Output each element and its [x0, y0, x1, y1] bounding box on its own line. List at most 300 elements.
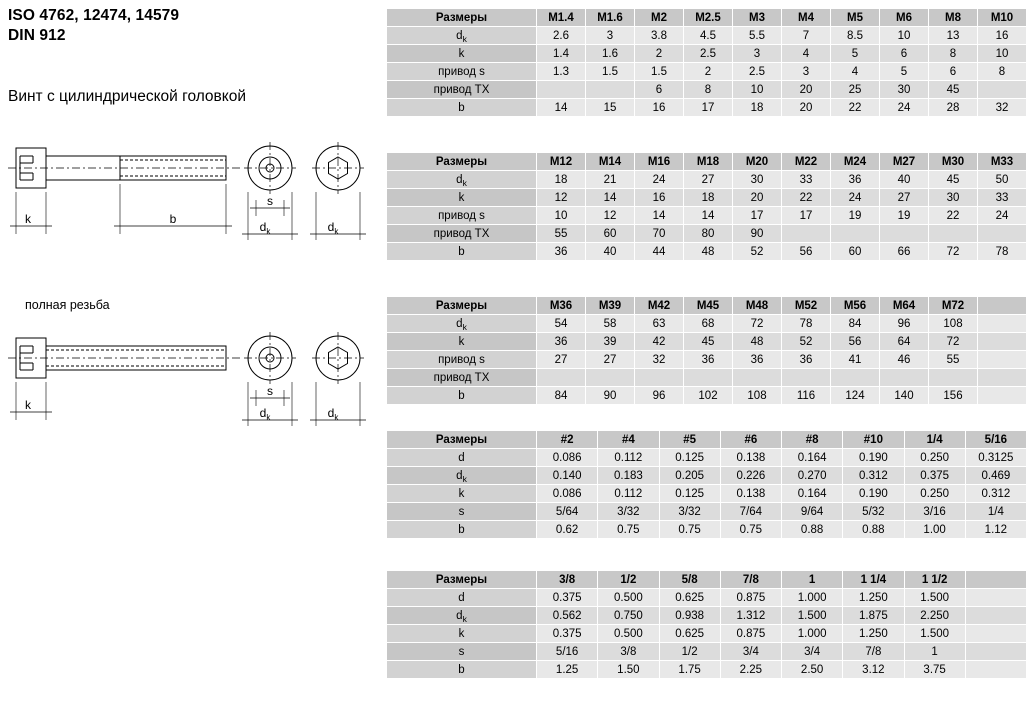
row-header: k	[387, 333, 537, 351]
table-cell: 8.5	[831, 27, 880, 45]
table-cell: 32	[978, 99, 1027, 117]
column-header-size: M16	[635, 153, 684, 171]
table-cell: 0.112	[598, 485, 659, 503]
table-cell: 24	[831, 189, 880, 207]
table-cell	[965, 625, 1026, 643]
table-cell: 0.62	[537, 521, 598, 539]
table-cell	[537, 369, 586, 387]
column-header-size: M52	[782, 297, 831, 315]
column-header-size: #8	[782, 431, 843, 449]
table-cell: 0.190	[843, 449, 904, 467]
table-cell	[978, 351, 1027, 369]
table-cell: 1.25	[537, 661, 598, 679]
column-header-label: Размеры	[387, 9, 537, 27]
column-header-size: #4	[598, 431, 659, 449]
column-header-size: 1 1/2	[904, 571, 965, 589]
dim-label-k: k	[25, 212, 31, 226]
table-cell: 72	[733, 315, 782, 333]
table-cell: 1.875	[843, 607, 904, 625]
row-header: $d_k$	[387, 171, 537, 189]
table-cell: 64	[880, 333, 929, 351]
table-cell: 18	[733, 99, 782, 117]
table-cell	[635, 369, 684, 387]
table-cell: 17	[684, 99, 733, 117]
table-cell: 44	[635, 243, 684, 261]
column-header-label: Размеры	[387, 431, 537, 449]
table-cell: 0.75	[659, 521, 720, 539]
table-cell	[978, 81, 1027, 99]
row-header: привод s	[387, 207, 537, 225]
table-cell: 27	[586, 351, 635, 369]
row-header: d	[387, 589, 537, 607]
table-cell: 5	[880, 63, 929, 81]
column-header-size: M22	[782, 153, 831, 171]
dimension-table	[386, 570, 1027, 679]
table-cell: 0.75	[598, 521, 659, 539]
table-cell	[965, 607, 1026, 625]
table-cell: 14	[537, 99, 586, 117]
table-cell: 8	[978, 63, 1027, 81]
table-cell: 27	[684, 171, 733, 189]
table-cell: 20	[782, 81, 831, 99]
row-header: k	[387, 189, 537, 207]
table-cell: 72	[929, 243, 978, 261]
table-cell: 0.625	[659, 589, 720, 607]
table-cell: 45	[929, 171, 978, 189]
dimension-table	[386, 8, 1027, 117]
column-header-size: M14	[586, 153, 635, 171]
table-cell: 40	[586, 243, 635, 261]
dim-label-dk-mid: $d_k$	[259, 220, 271, 236]
table-cell: 22	[831, 99, 880, 117]
table-row	[387, 171, 1027, 189]
table-cell: 0.562	[537, 607, 598, 625]
table-cell: 40	[880, 171, 929, 189]
column-header-size: M24	[831, 153, 880, 171]
table-cell: 0.140	[537, 467, 598, 485]
table-cell	[733, 369, 782, 387]
table-cell: 0.138	[720, 485, 781, 503]
column-header-size: M5	[831, 9, 880, 27]
table-cell	[684, 369, 733, 387]
table-cell: 1	[904, 643, 965, 661]
table-cell: 30	[733, 171, 782, 189]
row-header: b	[387, 661, 537, 679]
table-cell: 36	[733, 351, 782, 369]
table-cell: 5/16	[537, 643, 598, 661]
table-cell: 0.138	[720, 449, 781, 467]
table-cell: 28	[929, 99, 978, 117]
table-cell: 1.6	[586, 45, 635, 63]
table-cell: 5/64	[537, 503, 598, 521]
table-cell: 156	[929, 387, 978, 405]
table-cell: 78	[978, 243, 1027, 261]
table-cell: 140	[880, 387, 929, 405]
dim-label-b: b	[169, 212, 177, 226]
table-cell: 78	[782, 315, 831, 333]
table-header-row	[387, 571, 1027, 589]
column-header-size: M45	[684, 297, 733, 315]
column-header-size: M10	[978, 9, 1027, 27]
table-cell: 0.75	[720, 521, 781, 539]
table-cell: 3	[586, 27, 635, 45]
table-cell: 36	[831, 171, 880, 189]
table-cell: 16	[635, 189, 684, 207]
column-header-size: M27	[880, 153, 929, 171]
table-cell: 0.469	[965, 467, 1026, 485]
column-header-size: M30	[929, 153, 978, 171]
table-cell: 14	[635, 207, 684, 225]
table-block-imperial-2	[386, 570, 1027, 679]
table-row	[387, 643, 1027, 661]
table-cell: 25	[831, 81, 880, 99]
table-cell: 0.086	[537, 485, 598, 503]
table-cell: 1.75	[659, 661, 720, 679]
table-row	[387, 661, 1027, 679]
table-cell	[782, 369, 831, 387]
column-header-size: 1/2	[598, 571, 659, 589]
column-header-size	[965, 571, 1026, 589]
table-row	[387, 99, 1027, 117]
table-cell: 96	[880, 315, 929, 333]
table-cell: 4.5	[684, 27, 733, 45]
table-cell: 1.250	[843, 589, 904, 607]
column-header-size: 3/8	[537, 571, 598, 589]
table-cell	[831, 369, 880, 387]
table-cell: 6	[880, 45, 929, 63]
table-cell: 58	[586, 315, 635, 333]
dim-label-dk-mid: $d_k$	[259, 406, 271, 422]
table-cell: 27	[537, 351, 586, 369]
table-cell: 45	[929, 81, 978, 99]
row-header: s	[387, 643, 537, 661]
table-cell: 0.226	[720, 467, 781, 485]
table-cell: 80	[684, 225, 733, 243]
table-cell: 0.375	[904, 467, 965, 485]
dimension-table	[386, 296, 1027, 405]
table-cell: 10	[537, 207, 586, 225]
table-cell: 0.312	[965, 485, 1026, 503]
screw-drawing-partial-thread	[0, 130, 386, 270]
column-header-size: 7/8	[720, 571, 781, 589]
table-cell: 4	[831, 63, 880, 81]
dimension-table	[386, 430, 1027, 539]
table-row	[387, 589, 1027, 607]
table-cell: 90	[733, 225, 782, 243]
table-row	[387, 503, 1027, 521]
table-cell: 10	[733, 81, 782, 99]
table-cell: 108	[929, 315, 978, 333]
row-header: k	[387, 45, 537, 63]
column-header-size: M48	[733, 297, 782, 315]
column-header-size: M36	[537, 297, 586, 315]
column-header-size: #5	[659, 431, 720, 449]
table-cell: 8	[929, 45, 978, 63]
table-cell	[537, 81, 586, 99]
table-cell: 0.164	[782, 449, 843, 467]
table-cell: 45	[684, 333, 733, 351]
table-cell: 4	[782, 45, 831, 63]
row-header: b	[387, 521, 537, 539]
dimension-table	[386, 152, 1027, 261]
table-cell: 3/4	[720, 643, 781, 661]
table-row	[387, 27, 1027, 45]
table-cell: 17	[782, 207, 831, 225]
title-line-1: ISO 4762, 12474, 14579	[8, 7, 180, 24]
table-cell	[978, 225, 1027, 243]
table-cell	[880, 225, 929, 243]
table-cell: 3/16	[904, 503, 965, 521]
column-header-size: M1.6	[586, 9, 635, 27]
table-cell: 7/8	[843, 643, 904, 661]
table-cell: 2.5	[733, 63, 782, 81]
column-header-size: 1	[782, 571, 843, 589]
table-cell: 2.250	[904, 607, 965, 625]
table-cell: 2.6	[537, 27, 586, 45]
column-header-size: M2	[635, 9, 684, 27]
table-cell: 7/64	[720, 503, 781, 521]
column-header-size: M6	[880, 9, 929, 27]
table-row	[387, 369, 1027, 387]
table-cell: 3/4	[782, 643, 843, 661]
table-cell: 0.375	[537, 625, 598, 643]
table-cell: 0.938	[659, 607, 720, 625]
row-header: d	[387, 449, 537, 467]
table-cell: 70	[635, 225, 684, 243]
table-cell: 36	[684, 351, 733, 369]
table-row	[387, 521, 1027, 539]
table-cell: 0.750	[598, 607, 659, 625]
table-cell	[978, 369, 1027, 387]
table-cell: 24	[635, 171, 684, 189]
table-cell: 12	[586, 207, 635, 225]
screw-drawing-full-thread	[0, 320, 386, 450]
table-cell: 50	[978, 171, 1027, 189]
table-cell	[965, 643, 1026, 661]
table-cell: 7	[782, 27, 831, 45]
column-header-size: 1 1/4	[843, 571, 904, 589]
table-cell: 36	[537, 243, 586, 261]
table-cell: 1.3	[537, 63, 586, 81]
table-cell: 0.112	[598, 449, 659, 467]
table-cell	[978, 333, 1027, 351]
row-header: $d_k$	[387, 607, 537, 625]
table-cell	[978, 315, 1027, 333]
table-cell: 0.183	[598, 467, 659, 485]
table-cell: 72	[929, 333, 978, 351]
table-cell: 24	[978, 207, 1027, 225]
table-cell: 1.312	[720, 607, 781, 625]
table-cell: 1.500	[782, 607, 843, 625]
table-cell: 1.5	[635, 63, 684, 81]
table-cell: 55	[929, 351, 978, 369]
table-cell	[929, 369, 978, 387]
dim-label-dk-right: $d_k$	[327, 220, 339, 236]
column-header-size: M72	[929, 297, 978, 315]
table-cell: 0.3125	[965, 449, 1026, 467]
table-cell: 0.500	[598, 625, 659, 643]
table-cell: 84	[537, 387, 586, 405]
row-header: k	[387, 625, 537, 643]
table-row	[387, 243, 1027, 261]
table-cell	[965, 661, 1026, 679]
table-cell: 0.125	[659, 449, 720, 467]
row-header: привод TX	[387, 369, 537, 387]
table-cell: 9/64	[782, 503, 843, 521]
table-cell: 3.8	[635, 27, 684, 45]
table-cell	[831, 225, 880, 243]
table-cell: 1.500	[904, 625, 965, 643]
table-cell: 0.250	[904, 449, 965, 467]
table-cell: 48	[733, 333, 782, 351]
table-cell: 1.12	[965, 521, 1026, 539]
table-row	[387, 387, 1027, 405]
table-cell: 20	[733, 189, 782, 207]
table-cell: 0.205	[659, 467, 720, 485]
table-cell: 14	[684, 207, 733, 225]
table-cell: 19	[880, 207, 929, 225]
table-cell: 0.375	[537, 589, 598, 607]
table-cell: 0.88	[782, 521, 843, 539]
table-cell: 36	[782, 351, 831, 369]
table-cell: 1.4	[537, 45, 586, 63]
column-header-size: M42	[635, 297, 684, 315]
table-cell: 0.500	[598, 589, 659, 607]
table-cell: 56	[831, 333, 880, 351]
table-cell: 3	[733, 45, 782, 63]
table-cell: 0.086	[537, 449, 598, 467]
table-cell: 30	[929, 189, 978, 207]
table-cell	[978, 387, 1027, 405]
table-cell: 22	[782, 189, 831, 207]
row-header: b	[387, 387, 537, 405]
table-cell: 20	[782, 99, 831, 117]
table-cell: 0.250	[904, 485, 965, 503]
table-cell: 6	[929, 63, 978, 81]
table-cell: 13	[929, 27, 978, 45]
table-block-metric-3	[386, 296, 1027, 405]
table-cell: 14	[586, 189, 635, 207]
table-cell: 18	[684, 189, 733, 207]
table-cell: 32	[635, 351, 684, 369]
table-cell	[586, 369, 635, 387]
table-row	[387, 607, 1027, 625]
table-row	[387, 485, 1027, 503]
table-cell: 27	[880, 189, 929, 207]
table-block-metric-1	[386, 8, 1027, 117]
table-cell: 3/8	[598, 643, 659, 661]
table-header-row	[387, 297, 1027, 315]
column-header-size: M2.5	[684, 9, 733, 27]
table-row	[387, 81, 1027, 99]
table-cell: 16	[978, 27, 1027, 45]
table-cell	[782, 225, 831, 243]
table-cell: 124	[831, 387, 880, 405]
table-cell: 1.000	[782, 625, 843, 643]
table-row	[387, 63, 1027, 81]
table-block-metric-2	[386, 152, 1027, 261]
table-cell: 48	[684, 243, 733, 261]
column-header-size: M20	[733, 153, 782, 171]
row-header: $d_k$	[387, 467, 537, 485]
table-cell: 2	[635, 45, 684, 63]
table-header-row	[387, 9, 1027, 27]
table-cell: 5/32	[843, 503, 904, 521]
table-cell: 63	[635, 315, 684, 333]
table-cell: 116	[782, 387, 831, 405]
dim-label-s: s	[267, 384, 273, 398]
table-cell: 30	[880, 81, 929, 99]
table-cell: 56	[782, 243, 831, 261]
table-row	[387, 225, 1027, 243]
table-cell: 1.00	[904, 521, 965, 539]
table-cell: 16	[635, 99, 684, 117]
dim-label-dk-right: $d_k$	[327, 406, 339, 422]
column-header-label: Размеры	[387, 153, 537, 171]
column-header-size: 5/8	[659, 571, 720, 589]
column-header-size: M4	[782, 9, 831, 27]
table-cell: 5	[831, 45, 880, 63]
table-cell: 33	[978, 189, 1027, 207]
table-row	[387, 467, 1027, 485]
table-cell: 22	[929, 207, 978, 225]
table-cell: 41	[831, 351, 880, 369]
column-header-size: #6	[720, 431, 781, 449]
table-cell: 1.250	[843, 625, 904, 643]
table-cell: 2.25	[720, 661, 781, 679]
table-cell: 3	[782, 63, 831, 81]
table-cell: 52	[733, 243, 782, 261]
table-cell: 1.5	[586, 63, 635, 81]
table-cell: 17	[733, 207, 782, 225]
table-cell: 1/2	[659, 643, 720, 661]
table-cell: 3/32	[659, 503, 720, 521]
table-cell: 3.12	[843, 661, 904, 679]
table-cell: 102	[684, 387, 733, 405]
column-header-size: M56	[831, 297, 880, 315]
row-header: k	[387, 485, 537, 503]
table-cell: 33	[782, 171, 831, 189]
row-header: b	[387, 99, 537, 117]
column-header-size: M18	[684, 153, 733, 171]
table-cell: 0.190	[843, 485, 904, 503]
row-header: $d_k$	[387, 315, 537, 333]
table-header-row	[387, 153, 1027, 171]
table-cell	[929, 225, 978, 243]
column-header-size: M8	[929, 9, 978, 27]
table-cell: 0.312	[843, 467, 904, 485]
table-cell: 66	[880, 243, 929, 261]
table-row	[387, 207, 1027, 225]
table-cell: 52	[782, 333, 831, 351]
row-header: привод s	[387, 351, 537, 369]
table-row	[387, 351, 1027, 369]
table-cell	[586, 81, 635, 99]
dim-label-s: s	[267, 194, 273, 208]
drawing-panel	[0, 0, 386, 703]
table-cell: 46	[880, 351, 929, 369]
table-cell: 1.000	[782, 589, 843, 607]
column-header-size: M3	[733, 9, 782, 27]
table-cell: 108	[733, 387, 782, 405]
table-row	[387, 45, 1027, 63]
table-cell: 3.75	[904, 661, 965, 679]
table-row	[387, 333, 1027, 351]
table-cell: 0.270	[782, 467, 843, 485]
column-header-size: #2	[537, 431, 598, 449]
table-cell: 1/4	[965, 503, 1026, 521]
column-header-label: Размеры	[387, 297, 537, 315]
